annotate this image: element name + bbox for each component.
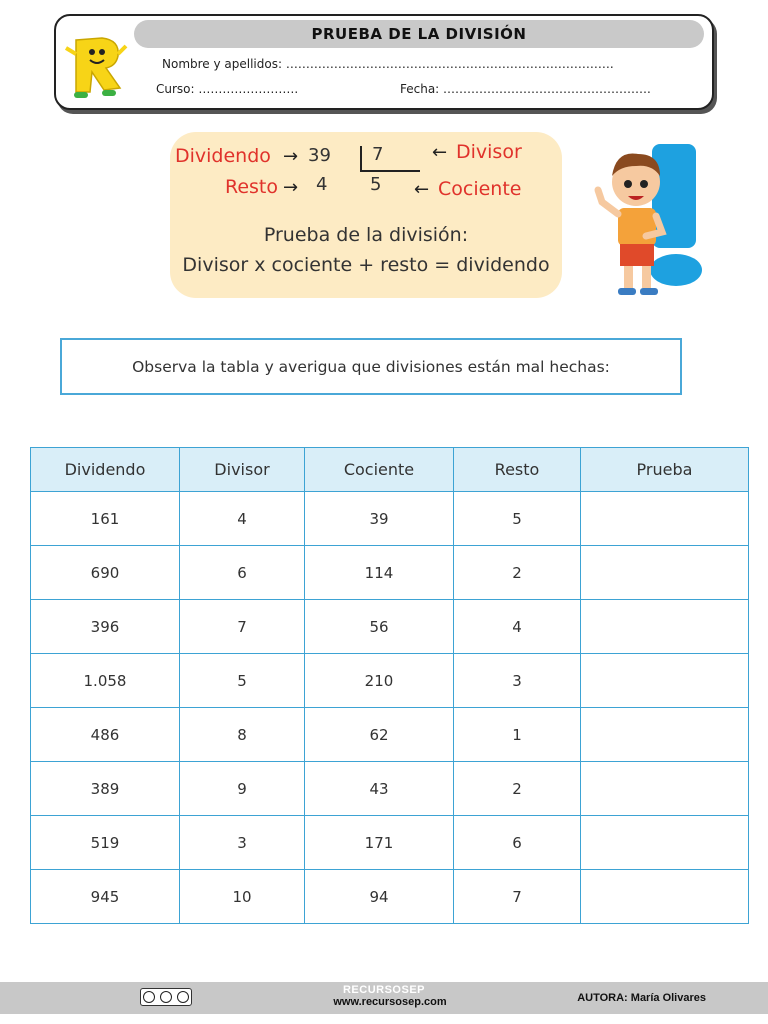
- table-row: [31, 762, 749, 816]
- cell-prueba[interactable]: [581, 654, 749, 708]
- cell-cociente: 210: [305, 654, 454, 708]
- cell-divisor: 4: [180, 492, 305, 546]
- cell-cociente: 43: [305, 762, 454, 816]
- table-header-row: [31, 448, 749, 492]
- cell-dividendo: 945: [31, 870, 180, 924]
- header-dividendo: Dividendo: [31, 448, 180, 492]
- footer-site-link[interactable]: www.recursosep.com: [333, 996, 447, 1008]
- instruction-box: Observa la tabla y averigua que divisiones están mal hechas:: [60, 338, 682, 395]
- cell-dividendo: 690: [31, 546, 180, 600]
- name-field[interactable]: Nombre y apellidos: ……………………………………………………………………….: [162, 57, 614, 71]
- division-explanation: [170, 132, 562, 298]
- cell-dividendo: 486: [31, 708, 180, 762]
- header-divisor: Divisor: [180, 448, 305, 492]
- letter-r-mascot-icon: [62, 30, 128, 100]
- table-row: [31, 816, 749, 870]
- cell-dividendo: 1.058: [31, 654, 180, 708]
- divisor-value: 7: [372, 144, 384, 165]
- cell-dividendo: 389: [31, 762, 180, 816]
- cell-prueba[interactable]: [581, 816, 749, 870]
- cell-dividendo: 519: [31, 816, 180, 870]
- footer-brand: RECURSOSEP: [342, 984, 426, 996]
- arrow-left-icon: ←: [432, 142, 448, 163]
- quotient-label: Cociente: [438, 178, 522, 200]
- cell-resto: 6: [454, 816, 581, 870]
- dividend-value: 39: [308, 145, 331, 166]
- cell-divisor: 3: [180, 816, 305, 870]
- cell-cociente: 62: [305, 708, 454, 762]
- cell-divisor: 7: [180, 600, 305, 654]
- date-field[interactable]: Fecha: …………………………………………….: [400, 82, 651, 96]
- cell-divisor: 9: [180, 762, 305, 816]
- course-field[interactable]: Curso: …………………….: [156, 82, 299, 96]
- table-row: [31, 600, 749, 654]
- cell-resto: 4: [454, 600, 581, 654]
- quotient-value: 5: [370, 174, 382, 195]
- cell-divisor: 10: [180, 870, 305, 924]
- boy-with-exclamation-icon: [590, 140, 710, 300]
- cell-prueba[interactable]: [581, 546, 749, 600]
- cell-dividendo: 396: [31, 600, 180, 654]
- cell-prueba[interactable]: [581, 870, 749, 924]
- page-title: PRUEBA DE LA DIVISIÓN: [134, 20, 704, 48]
- table-row: [31, 708, 749, 762]
- cell-prueba[interactable]: [581, 762, 749, 816]
- cell-cociente: 114: [305, 546, 454, 600]
- arrow-right-icon: →: [283, 146, 299, 167]
- cell-resto: 1: [454, 708, 581, 762]
- table-row: [31, 492, 749, 546]
- cell-cociente: 56: [305, 600, 454, 654]
- division-bracket-horizontal: [360, 170, 420, 172]
- footer: [0, 982, 768, 1014]
- rule-title: Prueba de la división:: [263, 224, 469, 246]
- cell-resto: 2: [454, 762, 581, 816]
- cell-cociente: 171: [305, 816, 454, 870]
- cell-dividendo: 161: [31, 492, 180, 546]
- header-box: [54, 14, 714, 110]
- cell-prueba[interactable]: [581, 708, 749, 762]
- arrow-right-icon: →: [283, 177, 299, 198]
- cell-resto: 3: [454, 654, 581, 708]
- cell-resto: 5: [454, 492, 581, 546]
- cell-divisor: 5: [180, 654, 305, 708]
- table-row: [31, 870, 749, 924]
- arrow-left-icon: ←: [414, 179, 430, 200]
- remainder-value: 4: [316, 174, 328, 195]
- footer-author: AUTORA: María Olivares: [577, 992, 706, 1004]
- cell-prueba[interactable]: [581, 492, 749, 546]
- cell-cociente: 94: [305, 870, 454, 924]
- division-bracket-vertical: [360, 146, 362, 172]
- cell-prueba[interactable]: [581, 600, 749, 654]
- header-cociente: Cociente: [305, 448, 454, 492]
- rule-formula: Divisor x cociente + resto = dividendo: [182, 254, 550, 276]
- cell-divisor: 8: [180, 708, 305, 762]
- divisor-label: Divisor: [456, 141, 522, 163]
- header-resto: Resto: [454, 448, 581, 492]
- cell-cociente: 39: [305, 492, 454, 546]
- cell-resto: 2: [454, 546, 581, 600]
- header-prueba: Prueba: [581, 448, 749, 492]
- table-row: [31, 654, 749, 708]
- cell-resto: 7: [454, 870, 581, 924]
- table-row: [31, 546, 749, 600]
- cell-divisor: 6: [180, 546, 305, 600]
- remainder-label: Resto: [225, 176, 279, 198]
- division-table: [30, 447, 749, 924]
- dividend-label: Dividendo: [175, 145, 271, 167]
